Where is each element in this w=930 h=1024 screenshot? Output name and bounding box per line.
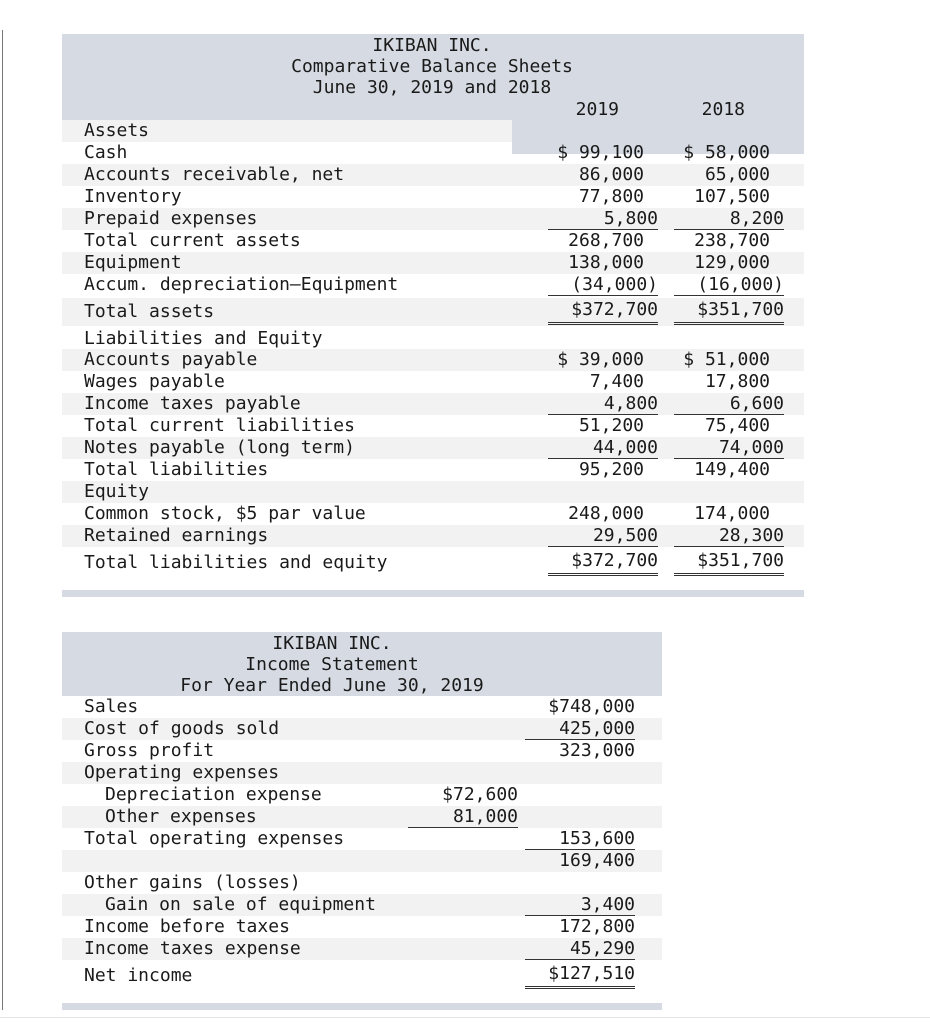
row-label: Equipment — [84, 252, 182, 273]
row-label: Common stock, $5 par value — [84, 503, 366, 524]
income-statement-footer-bar — [62, 1003, 662, 1010]
is-row-cogs — [62, 718, 662, 740]
row-label: Other gains (losses) — [84, 872, 301, 893]
is-row-other-gains — [62, 872, 662, 894]
balance-sheet-title: Comparative Balance Sheets — [291, 56, 573, 77]
value-2018: 17,800 — [704, 371, 770, 392]
value-2019: 29,500 — [548, 525, 658, 547]
value-2018: 107,500 — [694, 186, 770, 207]
row-label: Accum. depreciation—Equipment — [84, 274, 399, 295]
income-statement-panel — [62, 632, 662, 1012]
outer-value: 45,290 — [525, 938, 635, 960]
bs-row-notes-payable — [62, 437, 804, 459]
left-border-line — [2, 30, 3, 1010]
value-2018: $ 58,000 — [683, 142, 770, 163]
bs-row-equipment — [62, 252, 804, 274]
value-2019: 268,700 — [568, 230, 644, 251]
balance-sheet-date: June 30, 2019 and 2018 — [312, 77, 552, 98]
is-row-gross-profit — [62, 740, 662, 762]
value-2018: 238,700 — [694, 230, 770, 251]
value-2018: 75,400 — [704, 415, 770, 436]
value-2019: $372,700 — [548, 298, 658, 325]
row-label: Total liabilities and equity — [84, 552, 388, 573]
bs-row-total-assets — [62, 298, 804, 326]
row-label: Total liabilities — [84, 459, 269, 480]
value-2019: 51,200 — [578, 415, 644, 436]
row-label: Total operating expenses — [84, 828, 345, 849]
row-label: Depreciation expense — [105, 784, 322, 805]
row-label: Other expenses — [105, 806, 257, 827]
value-2019: 138,000 — [568, 252, 644, 273]
is-row-net-income — [62, 962, 662, 990]
bs-row-cash — [62, 142, 804, 164]
income-statement-period: For Year Ended June 30, 2019 — [180, 675, 484, 696]
is-row-sales — [62, 696, 662, 718]
outer-value: $127,510 — [525, 962, 635, 989]
value-2018: 8,200 — [674, 208, 784, 230]
bs-row-total-current-assets — [62, 230, 804, 252]
is-row-total-operating-expenses — [62, 828, 662, 850]
is-row-income-taxes-expense — [62, 938, 662, 960]
balance-sheet-company: IKIBAN INC. — [372, 35, 492, 56]
column-header-2019: 2019 — [575, 99, 619, 120]
bs-row-prepaid-expenses — [62, 208, 804, 230]
row-label: Income before taxes — [84, 916, 290, 937]
value-2019: 4,800 — [548, 393, 658, 415]
value-2019: 77,800 — [578, 186, 644, 207]
row-label: Gross profit — [84, 740, 215, 761]
row-label: Accounts receivable, net — [84, 164, 345, 185]
value-2019: 7,400 — [589, 371, 644, 392]
value-2018: 129,000 — [694, 252, 770, 273]
row-label: Net income — [84, 965, 193, 986]
row-label: Accounts payable — [84, 349, 258, 370]
row-label: Income taxes payable — [84, 393, 301, 414]
row-label: Gain on sale of equipment — [105, 894, 376, 915]
outer-value: 323,000 — [559, 740, 635, 761]
bs-row-inventory — [62, 186, 804, 208]
income-statement-company: IKIBAN INC. — [272, 633, 392, 654]
outer-value: 425,000 — [525, 718, 635, 740]
is-row-depreciation-expense — [62, 784, 662, 806]
row-label: Operating expenses — [84, 762, 280, 783]
row-label: Income taxes expense — [84, 938, 301, 959]
inner-value: 81,000 — [408, 806, 518, 828]
value-2019: 248,000 — [568, 503, 644, 524]
bs-row-wages-payable — [62, 371, 804, 393]
row-label: Retained earnings — [84, 525, 269, 546]
balance-sheet-footer-bar — [62, 590, 804, 597]
value-2019: 44,000 — [548, 437, 658, 459]
outer-value: 153,600 — [525, 828, 635, 850]
value-2018: 6,600 — [674, 393, 784, 415]
bs-row-total-current-liabilities — [62, 415, 804, 437]
is-row-other-expenses — [62, 806, 662, 828]
value-2018: 65,000 — [704, 164, 770, 185]
value-2018: 149,400 — [694, 459, 770, 480]
row-label: Sales — [84, 696, 139, 717]
income-statement-title: Income Statement — [245, 654, 419, 675]
bs-row-accum-depreciation — [62, 274, 804, 296]
value-2018: $351,700 — [674, 549, 784, 576]
bs-row-accounts-payable — [62, 349, 804, 371]
bs-row-common-stock — [62, 503, 804, 525]
balance-sheet-panel — [62, 34, 804, 600]
bs-row-accounts-receivable — [62, 164, 804, 186]
is-row-income-before-taxes — [62, 916, 662, 938]
value-2018: 74,000 — [674, 437, 784, 459]
is-row-subtotal — [62, 850, 662, 872]
value-2019: $ 99,100 — [557, 142, 644, 163]
row-label: Wages payable — [84, 371, 225, 392]
row-label: Liabilities and Equity — [84, 328, 323, 349]
value-2019: 95,200 — [578, 459, 644, 480]
row-label: Notes payable (long term) — [84, 437, 355, 458]
value-2019: 5,800 — [548, 208, 658, 230]
value-2018: $351,700 — [674, 298, 784, 325]
row-label: Total current liabilities — [84, 415, 355, 436]
bs-row-total-liabilities-equity — [62, 549, 804, 577]
value-2019: 86,000 — [578, 164, 644, 185]
value-2018: 28,300 — [674, 525, 784, 547]
row-label: Inventory — [84, 186, 182, 207]
bs-row-retained-earnings — [62, 525, 804, 547]
column-header-2018: 2018 — [701, 99, 745, 120]
row-label: Total current assets — [84, 230, 301, 251]
value-2019: $ 39,000 — [557, 349, 644, 370]
value-2018: $ 51,000 — [683, 349, 770, 370]
value-2019: (34,000) — [548, 274, 658, 296]
row-label: Prepaid expenses — [84, 208, 258, 229]
row-label: Cost of goods sold — [84, 718, 280, 739]
bs-row-total-liabilities — [62, 459, 804, 481]
row-label: Total assets — [84, 301, 215, 322]
bs-row-assets — [62, 120, 512, 142]
is-row-gain-on-sale — [62, 894, 662, 916]
outer-value: $748,000 — [548, 696, 635, 717]
bottom-border-line — [0, 1017, 930, 1018]
outer-value: 169,400 — [559, 850, 635, 871]
inner-value: $72,600 — [442, 784, 518, 805]
row-label: Cash — [84, 142, 128, 163]
bs-row-liabilities-equity — [62, 328, 804, 350]
outer-value: 3,400 — [525, 894, 635, 916]
value-2018: (16,000) — [674, 274, 784, 296]
outer-value: 172,800 — [559, 916, 635, 937]
row-label: Assets — [84, 120, 150, 141]
is-row-operating-expenses — [62, 762, 662, 784]
bs-row-equity — [62, 481, 804, 503]
value-2018: 174,000 — [694, 503, 770, 524]
bs-row-income-taxes-payable — [62, 393, 804, 415]
row-label: Equity — [84, 481, 150, 502]
value-2019: $372,700 — [548, 549, 658, 576]
